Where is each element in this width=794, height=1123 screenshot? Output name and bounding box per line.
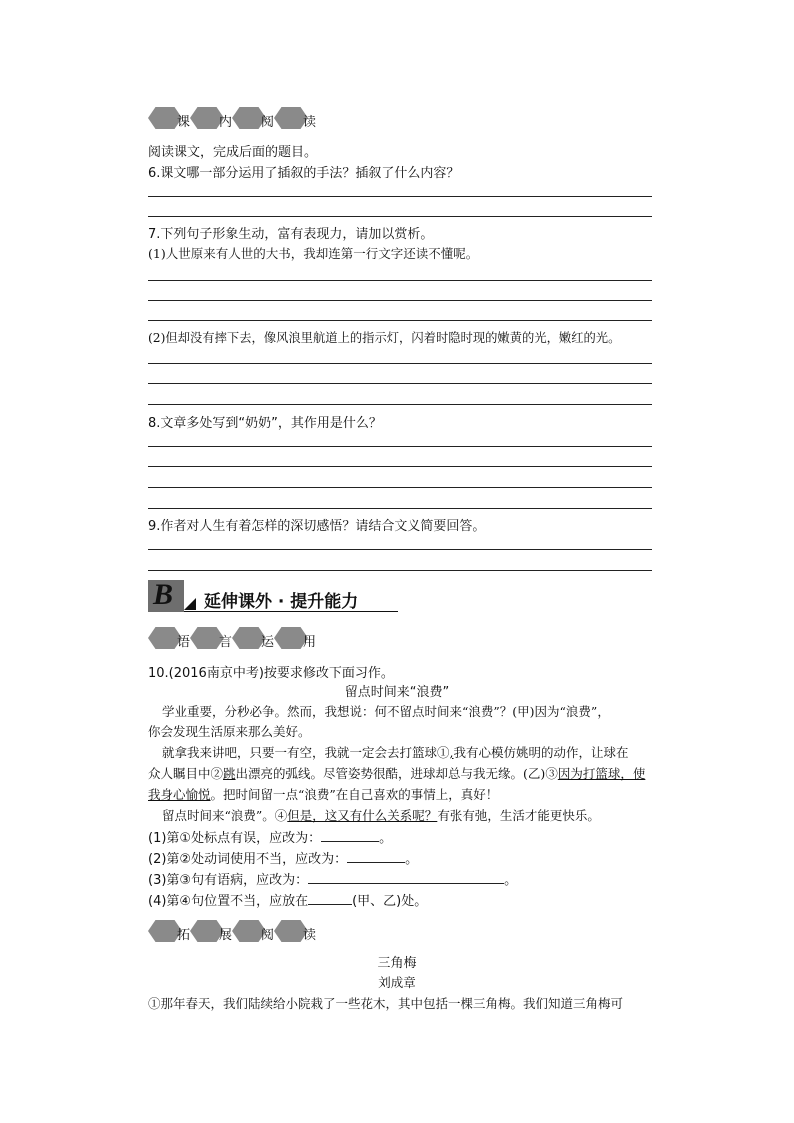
question-9: 9.作者对人生有着怎样的深切感悟？请结合文义简要回答。 (148, 519, 486, 534)
title-underline (184, 611, 398, 612)
essay-paragraph-2-line-1 (162, 743, 629, 761)
sub-question-text: (1)第①处标点有误，应改为： (148, 831, 322, 846)
header-char: 运 (261, 635, 275, 650)
question-7-sentence-1: (1)人世原来有人世的大书，我却连第一行文字还读不懂呢。 (148, 246, 479, 261)
question-8: 8.文章多处写到“奶奶”，其作用是什么？ (148, 416, 382, 431)
section-b-badge-letter: B (153, 578, 174, 611)
header-char: 拓 (177, 928, 191, 943)
answer-line (148, 280, 652, 281)
section-header-extended-reading (148, 920, 328, 942)
essay-paragraph-2-line-3 (148, 785, 498, 803)
answer-line (148, 363, 652, 364)
answer-line (148, 508, 652, 509)
question-6: 6.课文哪一部分运用了插叙的手法？插叙了什么内容？ (148, 166, 460, 181)
header-char: 课 (177, 115, 191, 130)
marked-sentence: 但是，这又有什么关系呢？ (287, 808, 438, 823)
header-char: 阅 (261, 928, 275, 943)
question-7-sentence-2: (2)但却没有摔下去，像风浪里航道上的指示灯，闪着时隐时现的嫩黄的光，嫩红的光。 (148, 331, 621, 345)
sub-question-1 (148, 827, 392, 846)
section-header-language-use (148, 627, 328, 649)
answer-line (148, 383, 652, 384)
answer-blank (347, 850, 405, 863)
header-char: 读 (303, 928, 317, 943)
essay-paragraph-2-line-2 (148, 764, 645, 782)
essay-paragraph-3 (162, 806, 600, 824)
header-char: 读 (303, 115, 317, 130)
sub-question-end: 。 (405, 852, 419, 867)
essay-text: 众人瞩目中 (148, 766, 211, 781)
marked-sentence: 因为打篮球，使 (557, 766, 646, 781)
essay-text: 留点时间来“浪费”。 (162, 808, 275, 823)
header-char: 用 (303, 635, 317, 650)
essay-paragraph-1-cont: 你会发现生活原来那么美好。 (148, 724, 311, 739)
header-char: 言 (219, 635, 233, 650)
answer-line (148, 570, 652, 571)
sub-question-2 (148, 848, 418, 867)
question-7: 7.下列句子形象生动，富有表现力，请加以赏析。 (148, 227, 434, 242)
answer-blank (308, 892, 352, 905)
marker-1: ① (437, 745, 450, 760)
instruction: 阅读课文，完成后面的题目。 (148, 145, 318, 160)
answer-blank (321, 829, 379, 842)
triangle-icon (184, 598, 196, 610)
section-b-title: 延伸课外 · 提升能力 (204, 592, 359, 612)
header-char: 内 (219, 115, 233, 130)
answer-line (148, 487, 652, 488)
essay-text: 出漂亮的弧线。尽管姿势很酷，进球却总与我无缘。(乙) (235, 766, 546, 781)
header-char: 阅 (261, 115, 275, 130)
header-char: 展 (219, 928, 233, 943)
answer-line (148, 404, 652, 405)
essay-text: 有张有弛，生活才能更快乐。 (437, 808, 600, 823)
sub-question-end: 。 (379, 831, 393, 846)
sub-question-4 (148, 890, 427, 909)
section-header-in-class-reading (148, 107, 328, 129)
answer-line (148, 446, 652, 447)
marker-2: ② (210, 766, 224, 781)
sub-question-3 (148, 869, 517, 888)
essay-title: 留点时间来“浪费” (344, 685, 450, 700)
marker-4: ④ (274, 808, 288, 823)
header-char: 语 (177, 635, 191, 650)
question-10: 10.(2016南京中考)按要求修改下面习作。 (148, 666, 394, 681)
sub-question-end: 。 (504, 873, 518, 888)
story-title: 三角梅 (377, 956, 417, 971)
sub-question-text: (4)第④句位置不当，应放在 (148, 894, 309, 909)
essay-text: 我有心模仿姚明的动作，让球在 (453, 745, 629, 760)
sub-question-text: (3)第③句有语病，应改为： (148, 873, 309, 888)
answer-line (148, 196, 652, 197)
marked-punctuation: , (449, 745, 454, 760)
essay-text: 就拿我来讲吧，只要一有空，我就一定会去打篮球 (162, 745, 438, 760)
answer-line (148, 466, 652, 467)
section-b-banner (148, 580, 398, 614)
marked-sentence: 我身心愉悦 (148, 787, 211, 802)
marker-3: ③ (545, 766, 558, 781)
story-paragraph-1: ①那年春天，我们陆续给小院栽了一些花木，其中包括一棵三角梅。我们知道三角梅可 (148, 996, 624, 1011)
answer-blank (308, 871, 504, 884)
answer-line (148, 300, 652, 301)
story-author: 刘成章 (378, 975, 416, 990)
essay-paragraph-1: 学业重要，分秒必争。然而，我想说：何不留点时间来“浪费”？(甲)因为“浪费”， (162, 704, 610, 719)
marked-verb: 跳 (223, 766, 236, 781)
essay-text: 。把时间留一点“浪费”在自己喜欢的事情上，真好！ (210, 787, 499, 802)
answer-line (148, 216, 652, 217)
sub-question-text: (2)第②处动词使用不当，应改为： (148, 852, 348, 867)
answer-line (148, 320, 652, 321)
sub-question-end: (甲、乙)处。 (352, 894, 428, 909)
answer-line (148, 549, 652, 550)
